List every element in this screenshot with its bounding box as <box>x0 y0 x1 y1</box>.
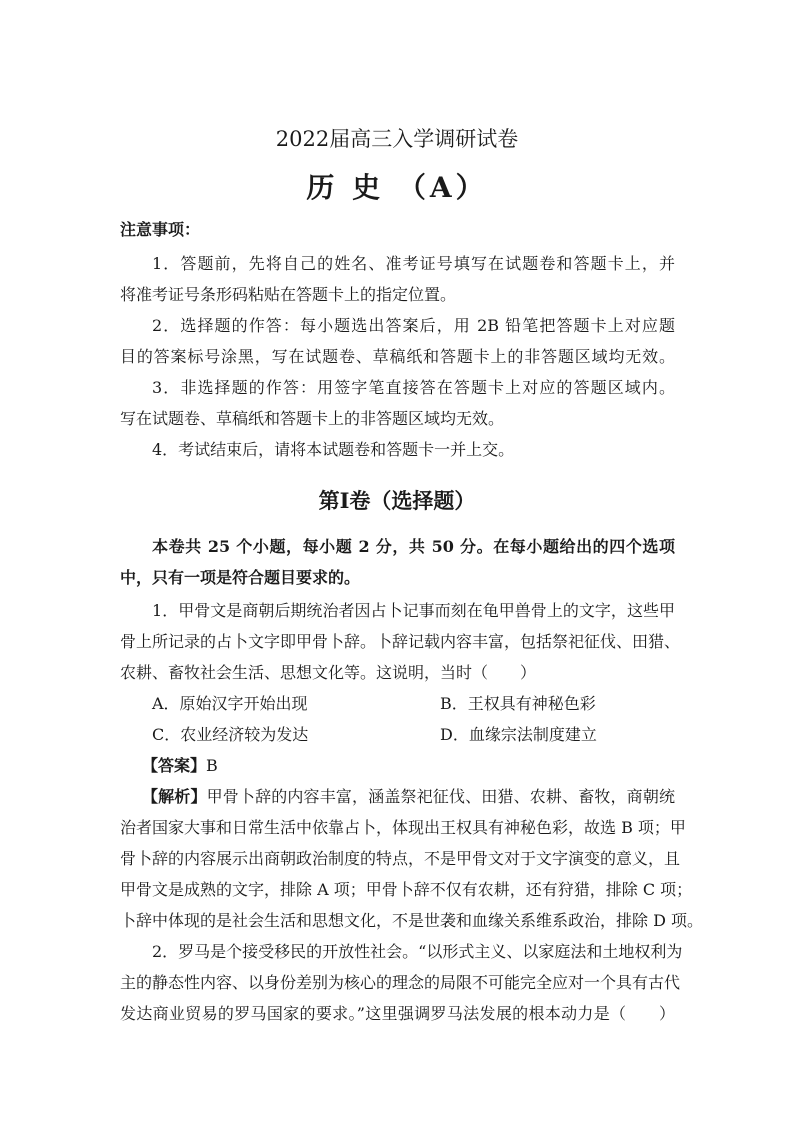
answer-label: 【答案】 <box>142 756 207 775</box>
q1-analysis-line-1 <box>142 787 675 807</box>
q2-stem-line-1: 2．罗马是个接受移民的开放性社会。“以形式主义、以家庭法和土地权利为 <box>152 942 683 961</box>
q2-stem-line-2: 主的静态性内容、以身份差别为核心的理念的局限不可能完全应对一个具有古代 <box>120 973 681 992</box>
analysis-text-1: 甲骨卜辞的内容丰富，涵盖祭祀征伐、田猎、农耕、畜牧，商朝统 <box>206 787 675 806</box>
notice-heading: 注意事项： <box>120 220 201 239</box>
notice-item-3-line-1: 3．非选择题的作答：用签字笔直接答在答题卡上对应的答题区域内。 <box>152 378 675 397</box>
notice-item-2-line-1: 2．选择题的作答：每小题选出答案后，用 2B 铅笔把答题卡上对应题 <box>152 316 675 335</box>
notice-item-1-line-2: 将准考证号条形码粘贴在答题卡上的指定位置。 <box>120 285 457 304</box>
subject-title: 历 史 （A） <box>306 171 488 204</box>
analysis-label: 【解析】 <box>142 787 207 806</box>
q1-option-a: A．原始汉字开始出现 <box>152 694 308 713</box>
q1-option-b: B．王权具有神秘色彩 <box>440 694 596 713</box>
q1-answer <box>142 756 218 776</box>
notice-item-4: 4．考试结束后，请将本试题卷和答题卡一并上交。 <box>152 440 515 459</box>
q1-option-d: D．血缘宗法制度建立 <box>440 725 597 744</box>
q1-analysis-line-4: 甲骨文是成熟的文字，排除 A 项；甲骨卜辞不仅有农耕，还有狩猎，排除 C 项； <box>120 880 693 899</box>
q1-analysis-line-2: 治者国家大事和日常生活中依靠占卜，体现出王权具有神秘色彩，故选 B 项；甲 <box>120 818 686 837</box>
q1-stem-line-3: 农耕、畜牧社会生活、思想文化等。这说明，当时（ ） <box>120 663 537 682</box>
q1-option-c: C．农业经济较为发达 <box>152 725 309 744</box>
section-intro-line-1: 本卷共 25 个小题，每小题 2 分，共 50 分。在每小题给出的四个选项 <box>152 537 675 556</box>
exam-title: 2022届高三入学调研试卷 <box>275 127 519 151</box>
answer-value: B <box>206 756 218 775</box>
q2-stem-line-3: 发达商业贸易的罗马国家的要求。”这里强调罗马法发展的根本动力是（ ） <box>120 1004 675 1023</box>
section-intro-line-2: 中，只有一项是符合题目要求的。 <box>120 568 361 587</box>
q1-stem-line-1: 1．甲骨文是商朝后期统治者因占卜记事而刻在龟甲兽骨上的文字，这些甲 <box>152 601 675 620</box>
notice-item-2-line-2: 目的答案标号涂黑，写在试题卷、草稿纸和答题卡上的非答题区域均无效。 <box>120 347 675 366</box>
q1-stem-line-2: 骨上所记录的占卜文字即甲骨卜辞。卜辞记载内容丰富，包括祭祀征伐、田猎、 <box>120 632 681 651</box>
section-title: 第Ⅰ卷（选择题） <box>318 488 476 513</box>
q1-analysis-line-3: 骨卜辞的内容展示出商朝政治制度的特点，不是甲骨文对于文字演变的意义，且 <box>120 849 681 868</box>
q1-analysis-line-5: 卜辞中体现的是社会生活和思想文化，不是世袭和血缘关系维系政治，排除 D 项。 <box>120 911 704 930</box>
notice-item-3-line-2: 写在试题卷、草稿纸和答题卡上的非答题区域均无效。 <box>120 409 505 428</box>
notice-item-1-line-1: 1．答题前，先将自己的姓名、准考证号填写在试题卷和答题卡上，并 <box>152 254 675 273</box>
